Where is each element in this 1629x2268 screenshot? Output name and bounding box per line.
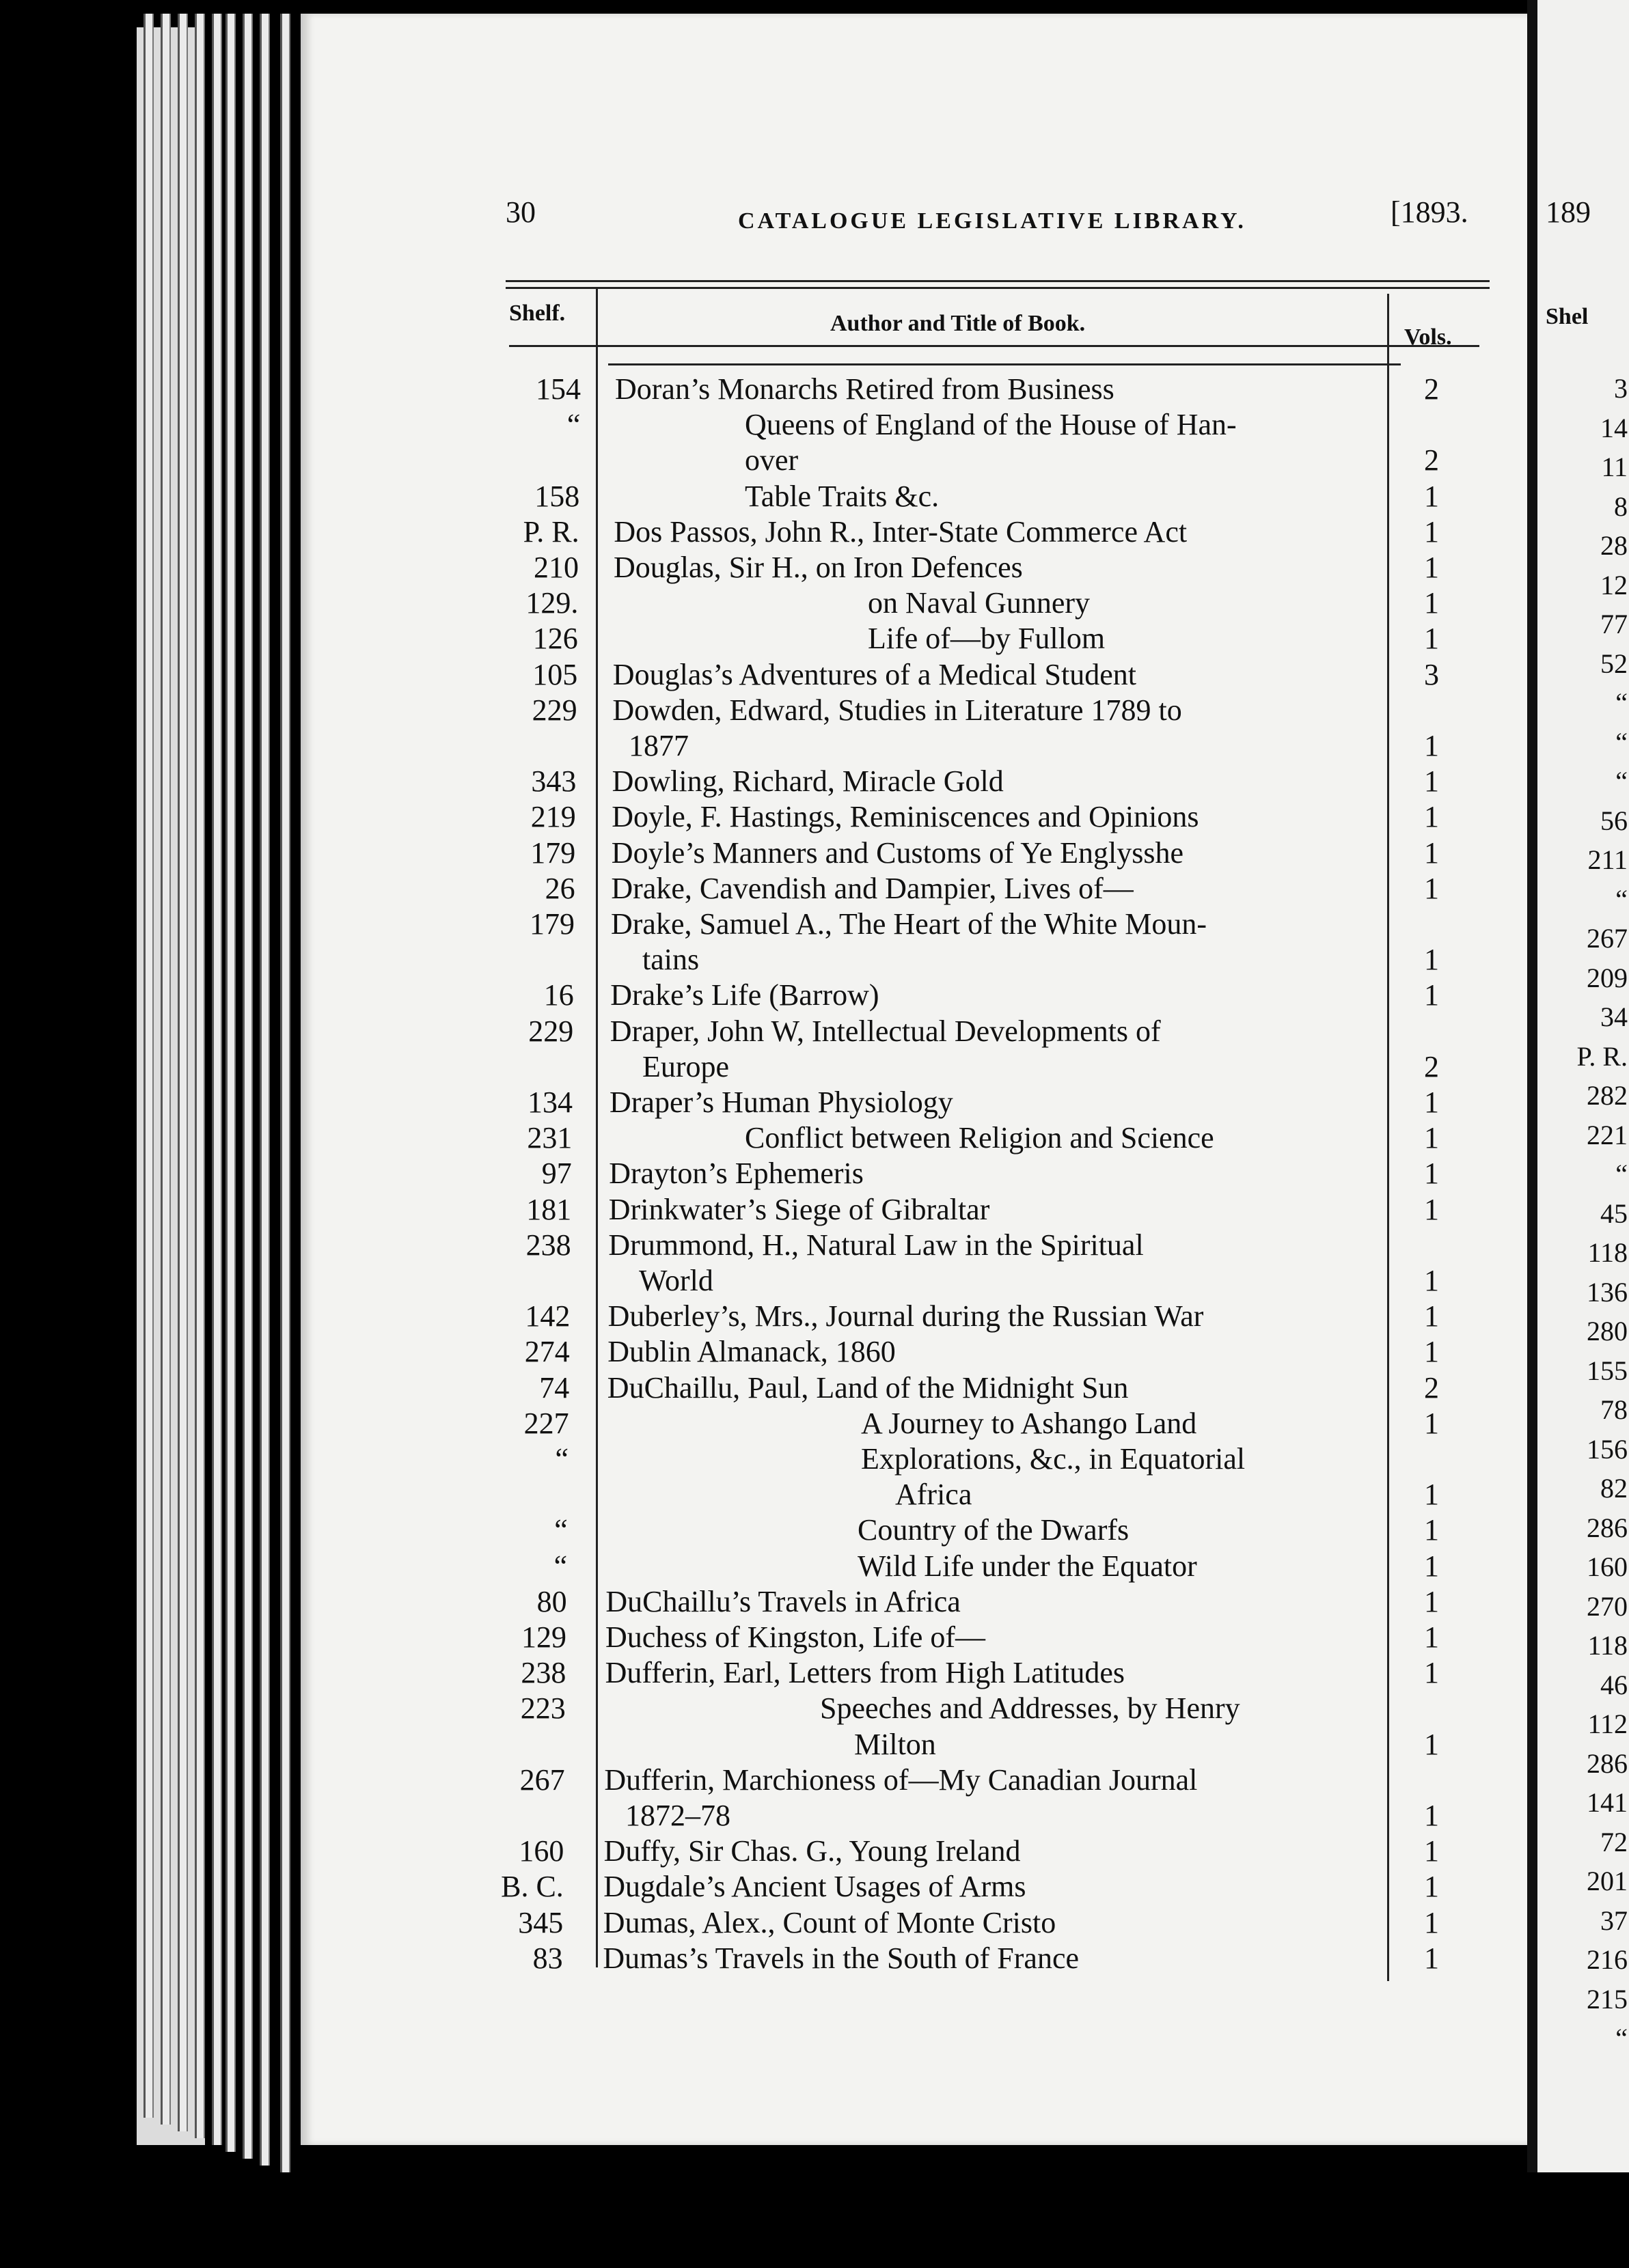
author-title-text: Dos Passos, John R., Inter-State Commerce Act bbox=[614, 514, 1188, 549]
shelf-number: 227 bbox=[523, 1406, 569, 1440]
facing-page-shelf-number: 280 bbox=[1587, 1316, 1628, 1346]
author-title-text: tains bbox=[642, 943, 700, 977]
volume-count: 1 bbox=[1424, 1299, 1439, 1333]
page-title: CATALOGUE LEGISLATIVE LIBRARY. bbox=[738, 208, 1246, 234]
facing-page-shelf-number: 28 bbox=[1600, 530, 1628, 561]
shelf-number: 160 bbox=[519, 1834, 564, 1868]
author-title-text: Douglas, Sir H., on Iron Defences bbox=[614, 551, 1023, 584]
author-title-text: 1877 bbox=[629, 729, 689, 762]
facing-page-shelf-number: 46 bbox=[1600, 1669, 1628, 1700]
author-title-text: Dowden, Edward, Studies in Literature 1789 to bbox=[612, 693, 1182, 727]
facing-page-shelf-number: 201 bbox=[1587, 1866, 1628, 1896]
volume-count: 1 bbox=[1424, 1121, 1439, 1155]
volume-count: 1 bbox=[1424, 1264, 1439, 1297]
volume-count: 1 bbox=[1424, 1513, 1439, 1547]
header-double-rule-bottom bbox=[506, 287, 1490, 289]
author-title-text: Duffy, Sir Chas. G., Young Ireland bbox=[603, 1834, 1021, 1868]
shelf-number: 126 bbox=[532, 622, 578, 656]
author-title-text: Africa bbox=[895, 1478, 972, 1512]
facing-page-shelf-number: 215 bbox=[1587, 1983, 1628, 2015]
page-edge-strip bbox=[243, 14, 253, 2159]
author-title-text: Draper, John W, Intellectual Developments of bbox=[610, 1014, 1161, 1048]
author-title-text: Milton bbox=[854, 1727, 936, 1761]
author-title-text: 1872–78 bbox=[625, 1799, 730, 1832]
author-title-text: Wild Life under the Equator bbox=[858, 1549, 1197, 1583]
book-gutter bbox=[1527, 0, 1537, 2268]
shelf-number: 134 bbox=[528, 1085, 573, 1119]
facing-page-shelf-number: 112 bbox=[1587, 1709, 1628, 1739]
facing-page-shelf-number: 209 bbox=[1587, 962, 1628, 993]
author-title-text: Dumas, Alex., Count of Monte Cristo bbox=[603, 1905, 1056, 1939]
volume-count: 1 bbox=[1424, 1478, 1439, 1512]
facing-page-shelf-number: 3 bbox=[1614, 373, 1628, 404]
volume-count: 1 bbox=[1424, 764, 1439, 799]
shelf-number: 274 bbox=[524, 1335, 570, 1369]
volume-count: 1 bbox=[1424, 479, 1439, 513]
author-title-text: Drummond, H., Natural Law in the Spiritual bbox=[608, 1228, 1144, 1262]
author-title-text: World bbox=[639, 1264, 713, 1297]
author-title-text: Douglas’s Adventures of a Medical Student bbox=[612, 657, 1136, 691]
vols-column-header: Vols. bbox=[1404, 324, 1452, 350]
volume-count: 1 bbox=[1424, 622, 1439, 656]
author-title-text: Doyle, F. Hastings, Reminiscences and Opinions bbox=[612, 800, 1199, 834]
facing-page-shelf-number: 34 bbox=[1600, 1001, 1628, 1032]
author-title-text: Duberley’s, Mrs., Journal during the Russian War bbox=[607, 1299, 1204, 1333]
shelf-number: 105 bbox=[532, 657, 578, 691]
shelf-number: 74 bbox=[539, 1370, 570, 1405]
facing-page-shelf-number: 155 bbox=[1587, 1355, 1628, 1386]
shelf-number: 231 bbox=[527, 1121, 573, 1155]
shelf-number: “ bbox=[554, 1513, 568, 1547]
shelf-number: 179 bbox=[530, 835, 576, 870]
page-edge-strip bbox=[212, 14, 222, 2145]
shelf-number: 219 bbox=[530, 800, 576, 834]
facing-page-shelf-header: Shel bbox=[1546, 304, 1589, 329]
volume-count: 1 bbox=[1424, 800, 1439, 834]
volume-count: 3 bbox=[1424, 657, 1439, 691]
volume-count: 2 bbox=[1424, 1370, 1439, 1405]
facing-page-shelf-number: 216 bbox=[1587, 1944, 1628, 1975]
volume-count: 1 bbox=[1424, 978, 1439, 1012]
author-title-text: Drinkwater’s Siege of Gibraltar bbox=[608, 1192, 990, 1226]
volume-count: 1 bbox=[1424, 1406, 1439, 1440]
page-edge-strip bbox=[161, 14, 171, 2125]
shelf-number: “ bbox=[555, 1442, 569, 1476]
author-title-text: Dufferin, Earl, Letters from High Latitudes bbox=[605, 1656, 1125, 1690]
page-number: 30 bbox=[506, 195, 536, 229]
page-edge-strip bbox=[280, 14, 290, 2172]
volume-count: 1 bbox=[1424, 729, 1439, 762]
author-title-text: DuChaillu, Paul, Land of the Midnight Sun bbox=[607, 1370, 1129, 1405]
scan-bottom-border bbox=[0, 2172, 1629, 2268]
facing-page-shelf-number: 37 bbox=[1600, 1905, 1628, 1936]
facing-page-shelf-number: 82 bbox=[1600, 1473, 1628, 1504]
author-title-text: Dowling, Richard, Miracle Gold bbox=[612, 764, 1004, 799]
facing-page-header-fragment: 189 bbox=[1546, 195, 1591, 229]
shelf-number: 343 bbox=[531, 764, 577, 799]
shelf-number: 129 bbox=[521, 1620, 566, 1654]
shelf-number: 80 bbox=[536, 1584, 567, 1618]
author-title-text: on Naval Gunnery bbox=[868, 586, 1091, 620]
author-title-text: Queens of England of the House of Han- bbox=[745, 408, 1237, 442]
shelf-number: 142 bbox=[525, 1299, 571, 1333]
shelf-number: 158 bbox=[534, 479, 580, 513]
author-title-text: Drayton’s Ephemeris bbox=[609, 1157, 864, 1191]
shelf-number: 210 bbox=[534, 551, 579, 584]
volume-count: 1 bbox=[1424, 586, 1439, 620]
facing-page-shelf-number: “ bbox=[1615, 766, 1628, 797]
shelf-number: 154 bbox=[536, 372, 581, 406]
volume-count: 1 bbox=[1424, 514, 1439, 549]
header-double-rule-top bbox=[506, 280, 1490, 282]
shelf-number: 181 bbox=[526, 1192, 572, 1226]
volume-count: 1 bbox=[1424, 1192, 1439, 1226]
volume-count: 2 bbox=[1424, 443, 1439, 478]
facing-page-shelf-number: 118 bbox=[1587, 1237, 1628, 1268]
volume-count: 1 bbox=[1424, 1620, 1439, 1654]
facing-page-shelf-number: 160 bbox=[1587, 1551, 1628, 1582]
author-title-text: over bbox=[745, 443, 799, 478]
facing-page-shelf-number: 286 bbox=[1587, 1512, 1628, 1543]
shelf-number: 179 bbox=[530, 907, 575, 941]
volume-count: 1 bbox=[1424, 1549, 1439, 1583]
author-title-text: Drake, Cavendish and Dampier, Lives of— bbox=[611, 871, 1134, 905]
shelf-number: “ bbox=[553, 1549, 568, 1583]
facing-page-shelf-number: 270 bbox=[1587, 1590, 1628, 1622]
facing-page-shelf-number: 211 bbox=[1587, 844, 1628, 875]
shelf-number: B. C. bbox=[501, 1870, 564, 1904]
facing-page-shelf-number: 52 bbox=[1600, 648, 1628, 679]
facing-page-shelf-number: 286 bbox=[1587, 1747, 1628, 1779]
shelf-number: 16 bbox=[543, 978, 574, 1012]
facing-page-shelf-number: “ bbox=[1615, 883, 1628, 915]
facing-page-shelf-number: 72 bbox=[1600, 1826, 1628, 1857]
volume-count: 1 bbox=[1424, 1584, 1439, 1618]
volume-count: 1 bbox=[1424, 1727, 1439, 1761]
page-edge-strip bbox=[195, 14, 205, 2138]
page-edge-strip bbox=[143, 14, 154, 2118]
shelf-number: 345 bbox=[518, 1905, 564, 1939]
author-title-text: Conflict between Religion and Science bbox=[745, 1121, 1214, 1155]
facing-page-shelf-number: 156 bbox=[1587, 1433, 1628, 1465]
facing-page-shelf-number: 56 bbox=[1600, 805, 1628, 836]
author-title-text: Dugdale’s Ancient Usages of Arms bbox=[603, 1870, 1026, 1904]
author-title-text: Drake’s Life (Barrow) bbox=[610, 978, 879, 1012]
author-title-text: Dufferin, Marchioness of—My Canadian Journal bbox=[604, 1762, 1198, 1797]
author-title-text: Dublin Almanack, 1860 bbox=[607, 1335, 896, 1369]
shelf-number: 223 bbox=[520, 1691, 566, 1726]
author-title-text: Europe bbox=[642, 1049, 730, 1083]
volume-count: 1 bbox=[1424, 1870, 1439, 1904]
shelf-column-header: Shelf. bbox=[509, 301, 566, 326]
facing-page-shelf-number: 77 bbox=[1600, 609, 1628, 639]
volume-count: 1 bbox=[1424, 835, 1439, 870]
shelf-number: “ bbox=[566, 408, 581, 442]
column-header-rule bbox=[509, 345, 1479, 347]
column-header-rule-2 bbox=[608, 363, 1401, 365]
shelf-number: 229 bbox=[528, 1014, 574, 1048]
volume-count: 1 bbox=[1424, 1157, 1439, 1191]
volume-count: 2 bbox=[1424, 372, 1439, 406]
volume-count: 1 bbox=[1424, 943, 1439, 977]
author-title-column-header: Author and Title of Book. bbox=[830, 311, 1086, 336]
author-title-text: Drake, Samuel A., The Heart of the White Moun- bbox=[611, 907, 1207, 941]
facing-page-shelf-number: 11 bbox=[1601, 452, 1628, 482]
volume-count: 1 bbox=[1424, 1656, 1439, 1690]
shelf-number: 83 bbox=[532, 1941, 563, 1975]
author-title-text: Explorations, &c., in Equatorial bbox=[861, 1442, 1246, 1476]
page-edge-strip bbox=[225, 14, 236, 2152]
facing-page-shelf-number: “ bbox=[1615, 1159, 1628, 1189]
shelf-number: 238 bbox=[525, 1228, 571, 1262]
author-title-text: Draper’s Human Physiology bbox=[610, 1085, 953, 1119]
volume-count: 1 bbox=[1424, 1335, 1439, 1369]
volume-count: 1 bbox=[1424, 1834, 1439, 1868]
shelf-column-divider bbox=[596, 287, 598, 1967]
shelf-number: 26 bbox=[545, 871, 575, 905]
facing-page-shelf-number: 267 bbox=[1587, 923, 1628, 954]
volume-count: 1 bbox=[1424, 551, 1439, 584]
facing-page-shelf-number: P. R. bbox=[1576, 1040, 1628, 1072]
author-title-text: Life of—by Fullom bbox=[868, 622, 1106, 656]
author-title-text: Duchess of Kingston, Life of— bbox=[605, 1620, 986, 1654]
facing-page-shelf-number: 141 bbox=[1587, 1787, 1628, 1818]
page-edge-strip bbox=[178, 14, 188, 2131]
facing-page-shelf-number: 45 bbox=[1600, 1198, 1628, 1229]
facing-page-shelf-number: 136 bbox=[1587, 1276, 1628, 1308]
facing-page-shelf-number: 221 bbox=[1587, 1119, 1628, 1150]
facing-page-shelf-number: 12 bbox=[1600, 569, 1628, 600]
author-title-text: Doran’s Monarchs Retired from Business bbox=[615, 372, 1114, 406]
facing-page-shelf-number: “ bbox=[1615, 2023, 1628, 2053]
author-title-text: Dumas’s Travels in the South of France bbox=[603, 1941, 1080, 1975]
shelf-number: P. R. bbox=[523, 514, 579, 549]
author-title-text: Doyle’s Manners and Customs of Ye Englysshe bbox=[611, 835, 1183, 870]
volume-count: 1 bbox=[1424, 1905, 1439, 1939]
facing-page-shelf-number: 8 bbox=[1614, 490, 1628, 522]
shelf-number: 267 bbox=[519, 1762, 565, 1797]
volume-count: 1 bbox=[1424, 1085, 1439, 1119]
page-edge-strip bbox=[260, 14, 270, 2166]
author-title-text: Country of the Dwarfs bbox=[858, 1513, 1130, 1547]
facing-page-shelf-number: 78 bbox=[1600, 1394, 1628, 1425]
facing-page-shelf-number: 118 bbox=[1587, 1630, 1628, 1661]
volume-count: 1 bbox=[1424, 871, 1439, 905]
vols-column-divider bbox=[1387, 294, 1389, 1981]
volume-count: 1 bbox=[1424, 1799, 1439, 1832]
volume-count: 2 bbox=[1424, 1049, 1439, 1083]
author-title-text: Speeches and Addresses, by Henry bbox=[820, 1691, 1240, 1726]
facing-page-shelf-number: “ bbox=[1615, 687, 1628, 718]
facing-page-shelf-number: “ bbox=[1615, 726, 1628, 758]
shelf-number: 238 bbox=[521, 1656, 566, 1690]
shelf-number: 97 bbox=[541, 1157, 572, 1191]
page-year: [1893. bbox=[1391, 195, 1468, 229]
shelf-number: 129. bbox=[525, 586, 579, 620]
shelf-number: 229 bbox=[532, 693, 577, 727]
facing-page-shelf-number: 14 bbox=[1600, 412, 1628, 443]
author-title-text: Table Traits &c. bbox=[745, 479, 940, 513]
author-title-text: A Journey to Ashango Land bbox=[861, 1406, 1197, 1440]
facing-page-shelf-number: 282 bbox=[1587, 1080, 1628, 1111]
author-title-text: DuChaillu’s Travels in Africa bbox=[605, 1584, 961, 1618]
volume-count: 1 bbox=[1424, 1941, 1439, 1975]
